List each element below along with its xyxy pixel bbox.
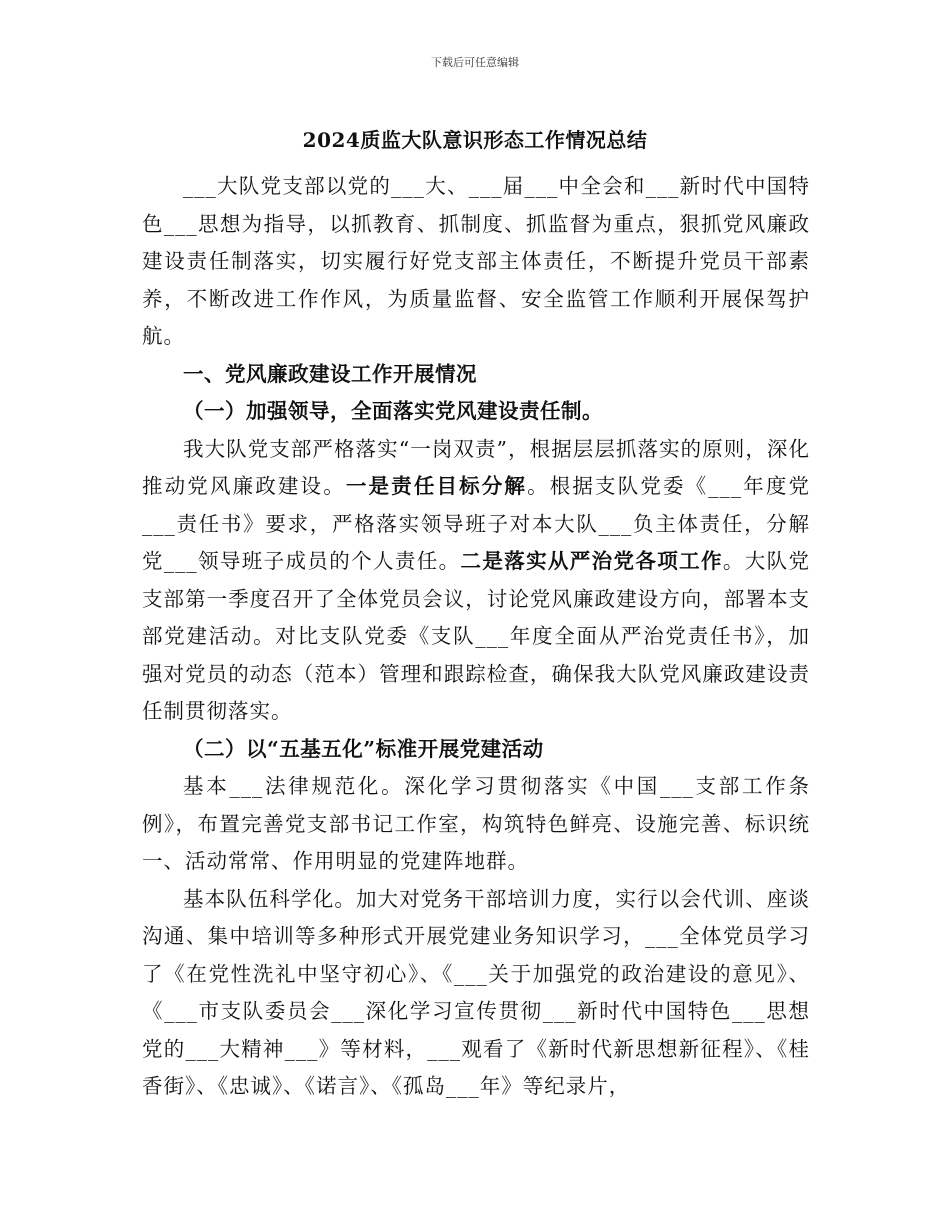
team-paragraph: 基本队伍科学化。加大对党务干部培训力度，实行以会代训、座谈沟通、集中培训等多种形式开展党建业务知识学习，___全体党员学习了《在党性洗礼中坚守初心》、《___关于加强党的政治建设的意见》、《___市支队委员会___深化学习宣传贯彻___新时代中国特色___思想党的___大精神___》等材料，___观看了《新时代新思想新征程》、《桂香街》、《忠诚》、《诺言》、《孤岛___年》等纪录片， [142, 886, 810, 1098]
bold-point-2: 二是落实从严治党各项工作 [460, 549, 723, 573]
header-note: 下载后可任意编辑 [431, 56, 519, 69]
document-body [142, 168, 810, 1106]
paragraph-text: 我大队党支部严格落实“一岗双责”，根据层层抓落实的原则，深化推动党风廉政建设。 [142, 436, 810, 498]
paragraph-text: 。大队党支部第一季度召开了全体党员会议，讨论党风廉政建设方向，部署本支部党建活动。对比支队党委《支队___年度全面从严治党责任书》，加强对党员的动态（范本）管理和跟踪检查，确保我大队党风廉政建设责任制贯彻落实。 [142, 549, 811, 723]
subsection-heading-2: （二）以“五基五化”标准开展党建活动 [183, 736, 544, 761]
paragraph-text: 。根据支队党委《___年度党___责任书》要求，严格落实领导班子对本大队___负主体责任，分解党___领导班子成员的个人责任。 [142, 474, 811, 573]
section-heading-1: 一、党风廉政建设工作开展情况 [183, 361, 477, 386]
bold-point-1: 一是责任目标分解 [345, 474, 528, 498]
intro-paragraph: ___大队党支部以党的___大、___届___中全会和___新时代中国特色___思想为指导，以抓教育、抓制度、抓监督为重点，狠抓党风廉政建设责任制落实，切实履行好党支部主体责任，不断提升党员干部素养，不断改进工作作风，为质量监督、安全监管工作顺利开展保驾护航。 [142, 174, 810, 348]
responsibility-paragraph [142, 431, 810, 731]
subsection-heading-1: （一）加强领导，全面落实党风建设责任制。 [183, 399, 603, 423]
regulation-paragraph: 基本___法律规范化。深化学习贯彻落实《中国___支部工作条例》，布置完善党支部书记工作室，构筑特色鲜亮、设施完善、标识统一、活动常常、作用明显的党建阵地群。 [142, 774, 810, 873]
document-title: 2024质监大队意识形态工作情况总结 [302, 128, 648, 152]
